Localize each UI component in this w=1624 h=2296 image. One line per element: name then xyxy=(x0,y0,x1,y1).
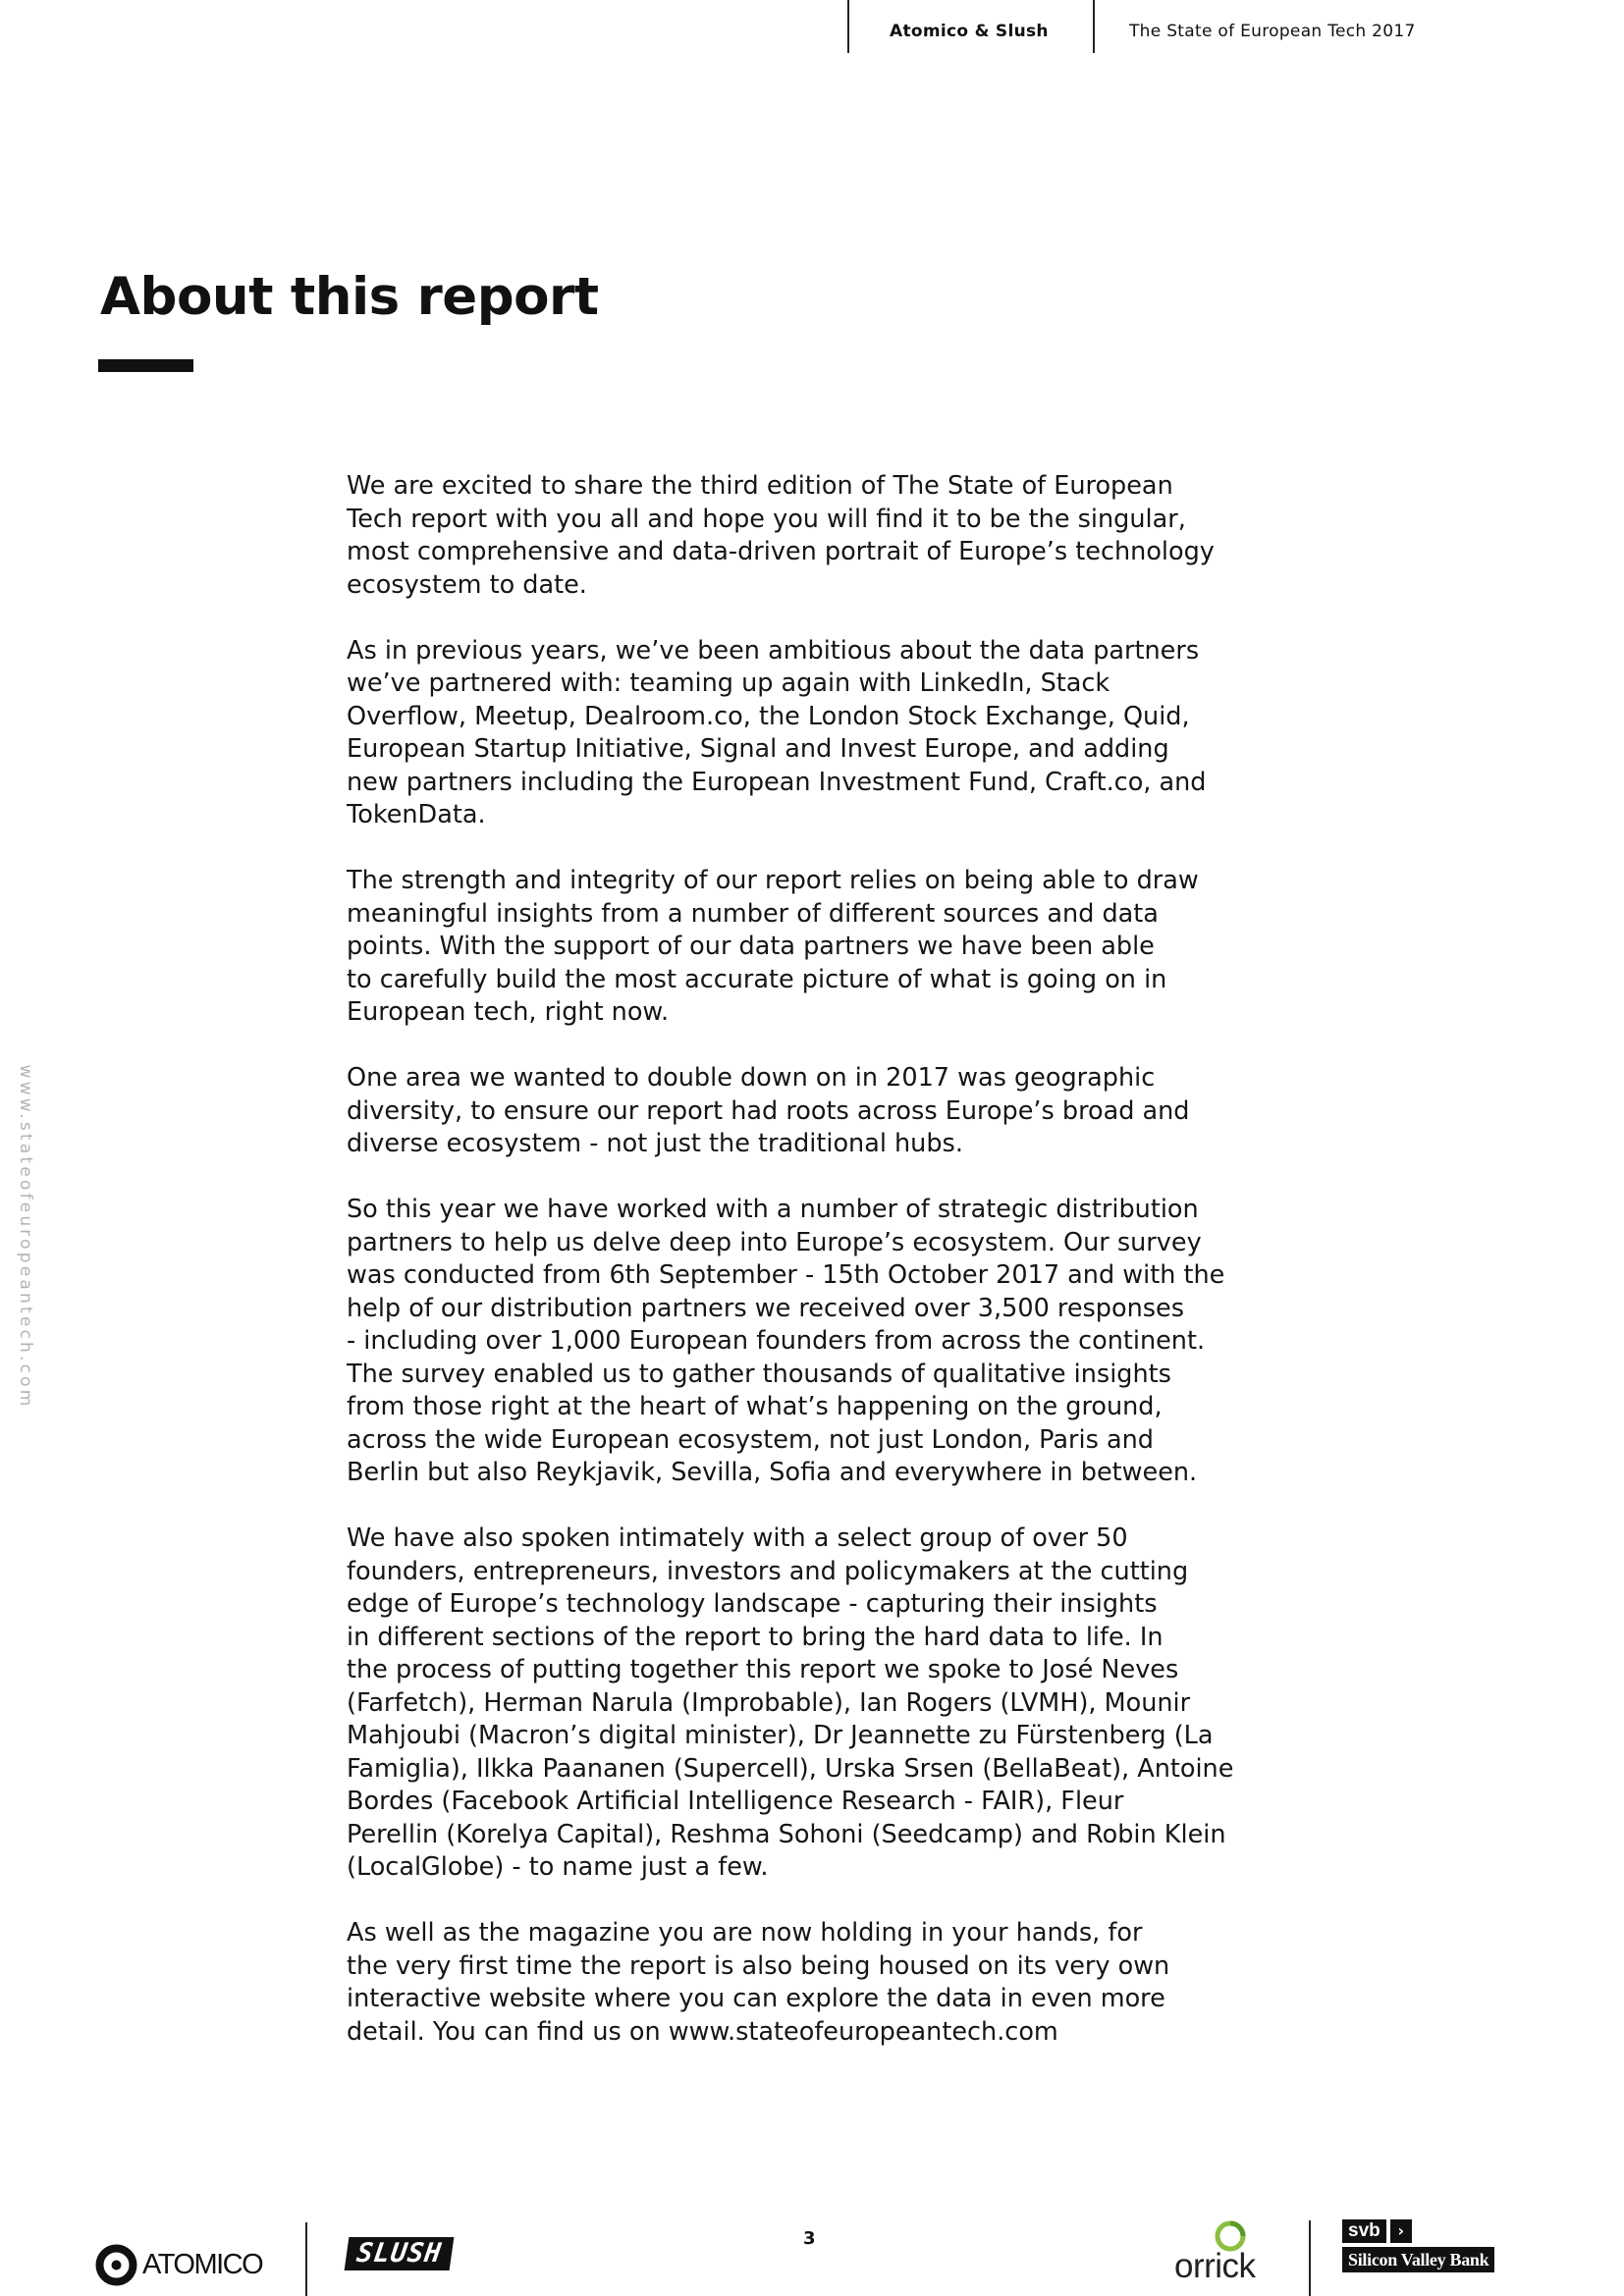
paragraph-line: One area we wanted to double down on in 2017 was geographic xyxy=(347,1063,1156,1093)
atomico-icon xyxy=(95,2244,137,2286)
svb-letters: svb xyxy=(1342,2219,1386,2243)
paragraph-line: the process of putting together this report we spoke to José Neves xyxy=(347,1655,1179,1684)
paragraph-line: Mahjoubi (Macron’s digital minister), Dr Jeannette zu Fürstenberg (La xyxy=(347,1721,1214,1750)
paragraph-line: The survey enabled us to gather thousands of qualitative insights xyxy=(347,1359,1171,1389)
paragraph-line: diverse ecosystem - not just the traditional hubs. xyxy=(347,1129,963,1158)
paragraph-line: We are excited to share the third edition of The State of European xyxy=(347,471,1173,501)
paragraph-line: detail. You can find us on www.stateofeuropeantech.com xyxy=(347,2016,1058,2047)
title-underline-bar xyxy=(98,359,193,372)
orrick-logo xyxy=(1174,2216,1276,2295)
paragraph-line: meaningful insights from a number of different sources and data xyxy=(347,898,1159,929)
paragraph-line: was conducted from 6th September - 15th October 2017 and with the xyxy=(347,1260,1225,1290)
paragraph-line: Tech report with you all and hope you will find it to be the singular, xyxy=(347,504,1186,534)
paragraph-line: new partners including the European Investment Fund, Craft.co, and xyxy=(347,767,1207,797)
body-text xyxy=(347,470,1309,2082)
page-number: 3 xyxy=(803,2228,816,2249)
paragraph-line: Berlin but also Reykjavik, Sevilla, Sofia and everywhere in between. xyxy=(347,1458,1198,1487)
paragraph-line: Perellin (Korelya Capital), Reshma Sohoni (Seedcamp) and Robin Klein xyxy=(347,1819,1226,1849)
paragraph-line: the very first time the report is also being housed on its very own xyxy=(347,1950,1170,1981)
svb-chevron-icon: › xyxy=(1390,2219,1412,2243)
paragraph-line: points. With the support of our data partners we have been able xyxy=(347,932,1155,961)
svb-top-row xyxy=(1342,2219,1539,2243)
paragraph-line: help of our distribution partners we received over 3,500 responses xyxy=(347,1293,1185,1323)
paragraph-line: in different sections of the report to bring the hard data to life. In xyxy=(347,1622,1164,1652)
paragraph-line: founders, entrepreneurs, investors and policymakers at the cutting xyxy=(347,1556,1189,1586)
paragraph-line: across the wide European ecosystem, not just London, Paris and xyxy=(347,1424,1154,1455)
body-paragraph-6 xyxy=(347,1522,1309,1885)
paragraph-line: Overflow, Meetup, Dealroom.co, the London Stock Exchange, Quid, xyxy=(347,701,1190,731)
paragraph-line: (LocalGlobe) - to name just a few. xyxy=(347,1852,769,1882)
paragraph-line: Bordes (Facebook Artificial Intelligence Research - FAIR), Fleur xyxy=(347,1787,1124,1816)
paragraph-line: As well as the magazine you are now holding in your hands, for xyxy=(347,1918,1143,1948)
paragraph-line: diversity, to ensure our report had roots across Europe’s broad and xyxy=(347,1095,1190,1126)
paragraph-line: interactive website where you can explore the data in even more xyxy=(347,1984,1165,2013)
paragraph-line: TokenData. xyxy=(347,800,486,829)
paragraph-line: partners to help us delve deep into Europe’s ecosystem. Our survey xyxy=(347,1227,1202,1257)
paragraph-line: from those right at the heart of what’s happening on the ground, xyxy=(347,1392,1163,1421)
footer-divider-2 xyxy=(1309,2220,1311,2296)
body-paragraph-7 xyxy=(347,1917,1309,2049)
body-paragraph-2 xyxy=(347,635,1309,832)
svb-name: Silicon Valley Bank xyxy=(1342,2247,1494,2272)
body-paragraph-3 xyxy=(347,865,1309,1030)
paragraph-line: ecosystem to date. xyxy=(347,569,587,600)
svb-logo xyxy=(1342,2219,1539,2272)
header-divider-left xyxy=(847,0,849,53)
orrick-wordmark: orrick xyxy=(1174,2247,1256,2285)
paragraph-line: We have also spoken intimately with a select group of over 50 xyxy=(347,1523,1128,1553)
paragraph-line: - including over 1,000 European founders from across the continent. xyxy=(347,1326,1206,1356)
body-paragraph-1 xyxy=(347,470,1309,602)
slush-logo: SLUSH xyxy=(345,2237,455,2270)
paragraph-line: So this year we have worked with a number of strategic distribution xyxy=(347,1195,1199,1224)
paragraph-line: European tech, right now. xyxy=(347,997,670,1027)
footer-divider-1 xyxy=(305,2222,307,2296)
paragraph-line: Famiglia), Ilkka Paananen (Supercell), Urska Srsen (BellaBeat), Antoine xyxy=(347,1753,1234,1784)
header-report-title: The State of European Tech 2017 xyxy=(1129,22,1416,41)
atomico-logo xyxy=(95,2244,262,2286)
header-divider-right xyxy=(1093,0,1095,53)
page-title: About this report xyxy=(100,267,599,327)
paragraph-line: The strength and integrity of our report relies on being able to draw xyxy=(347,866,1199,895)
paragraph-line: to carefully build the most accurate picture of what is going on in xyxy=(347,964,1167,994)
body-paragraph-5 xyxy=(347,1194,1309,1490)
paragraph-line: most comprehensive and data-driven portrait of Europe’s technology xyxy=(347,537,1215,566)
paragraph-line: (Farfetch), Herman Narula (Improbable), Ian Rogers (LVMH), Mounir xyxy=(347,1687,1191,1718)
side-url-text: www.stateofeuropeantech.com xyxy=(16,1064,35,1410)
paragraph-line: edge of Europe’s technology landscape - capturing their insights xyxy=(347,1589,1158,1619)
page-header xyxy=(0,0,1624,53)
atomico-wordmark: ATOMICO xyxy=(142,2249,263,2280)
paragraph-line: European Startup Initiative, Signal and Invest Europe, and adding xyxy=(347,734,1169,764)
header-brand: Atomico & Slush xyxy=(890,22,1049,41)
paragraph-line: we’ve partnered with: teaming up again with LinkedIn, Stack xyxy=(347,668,1110,698)
paragraph-line: As in previous years, we’ve been ambitious about the data partners xyxy=(347,635,1200,666)
body-paragraph-4 xyxy=(347,1062,1309,1161)
